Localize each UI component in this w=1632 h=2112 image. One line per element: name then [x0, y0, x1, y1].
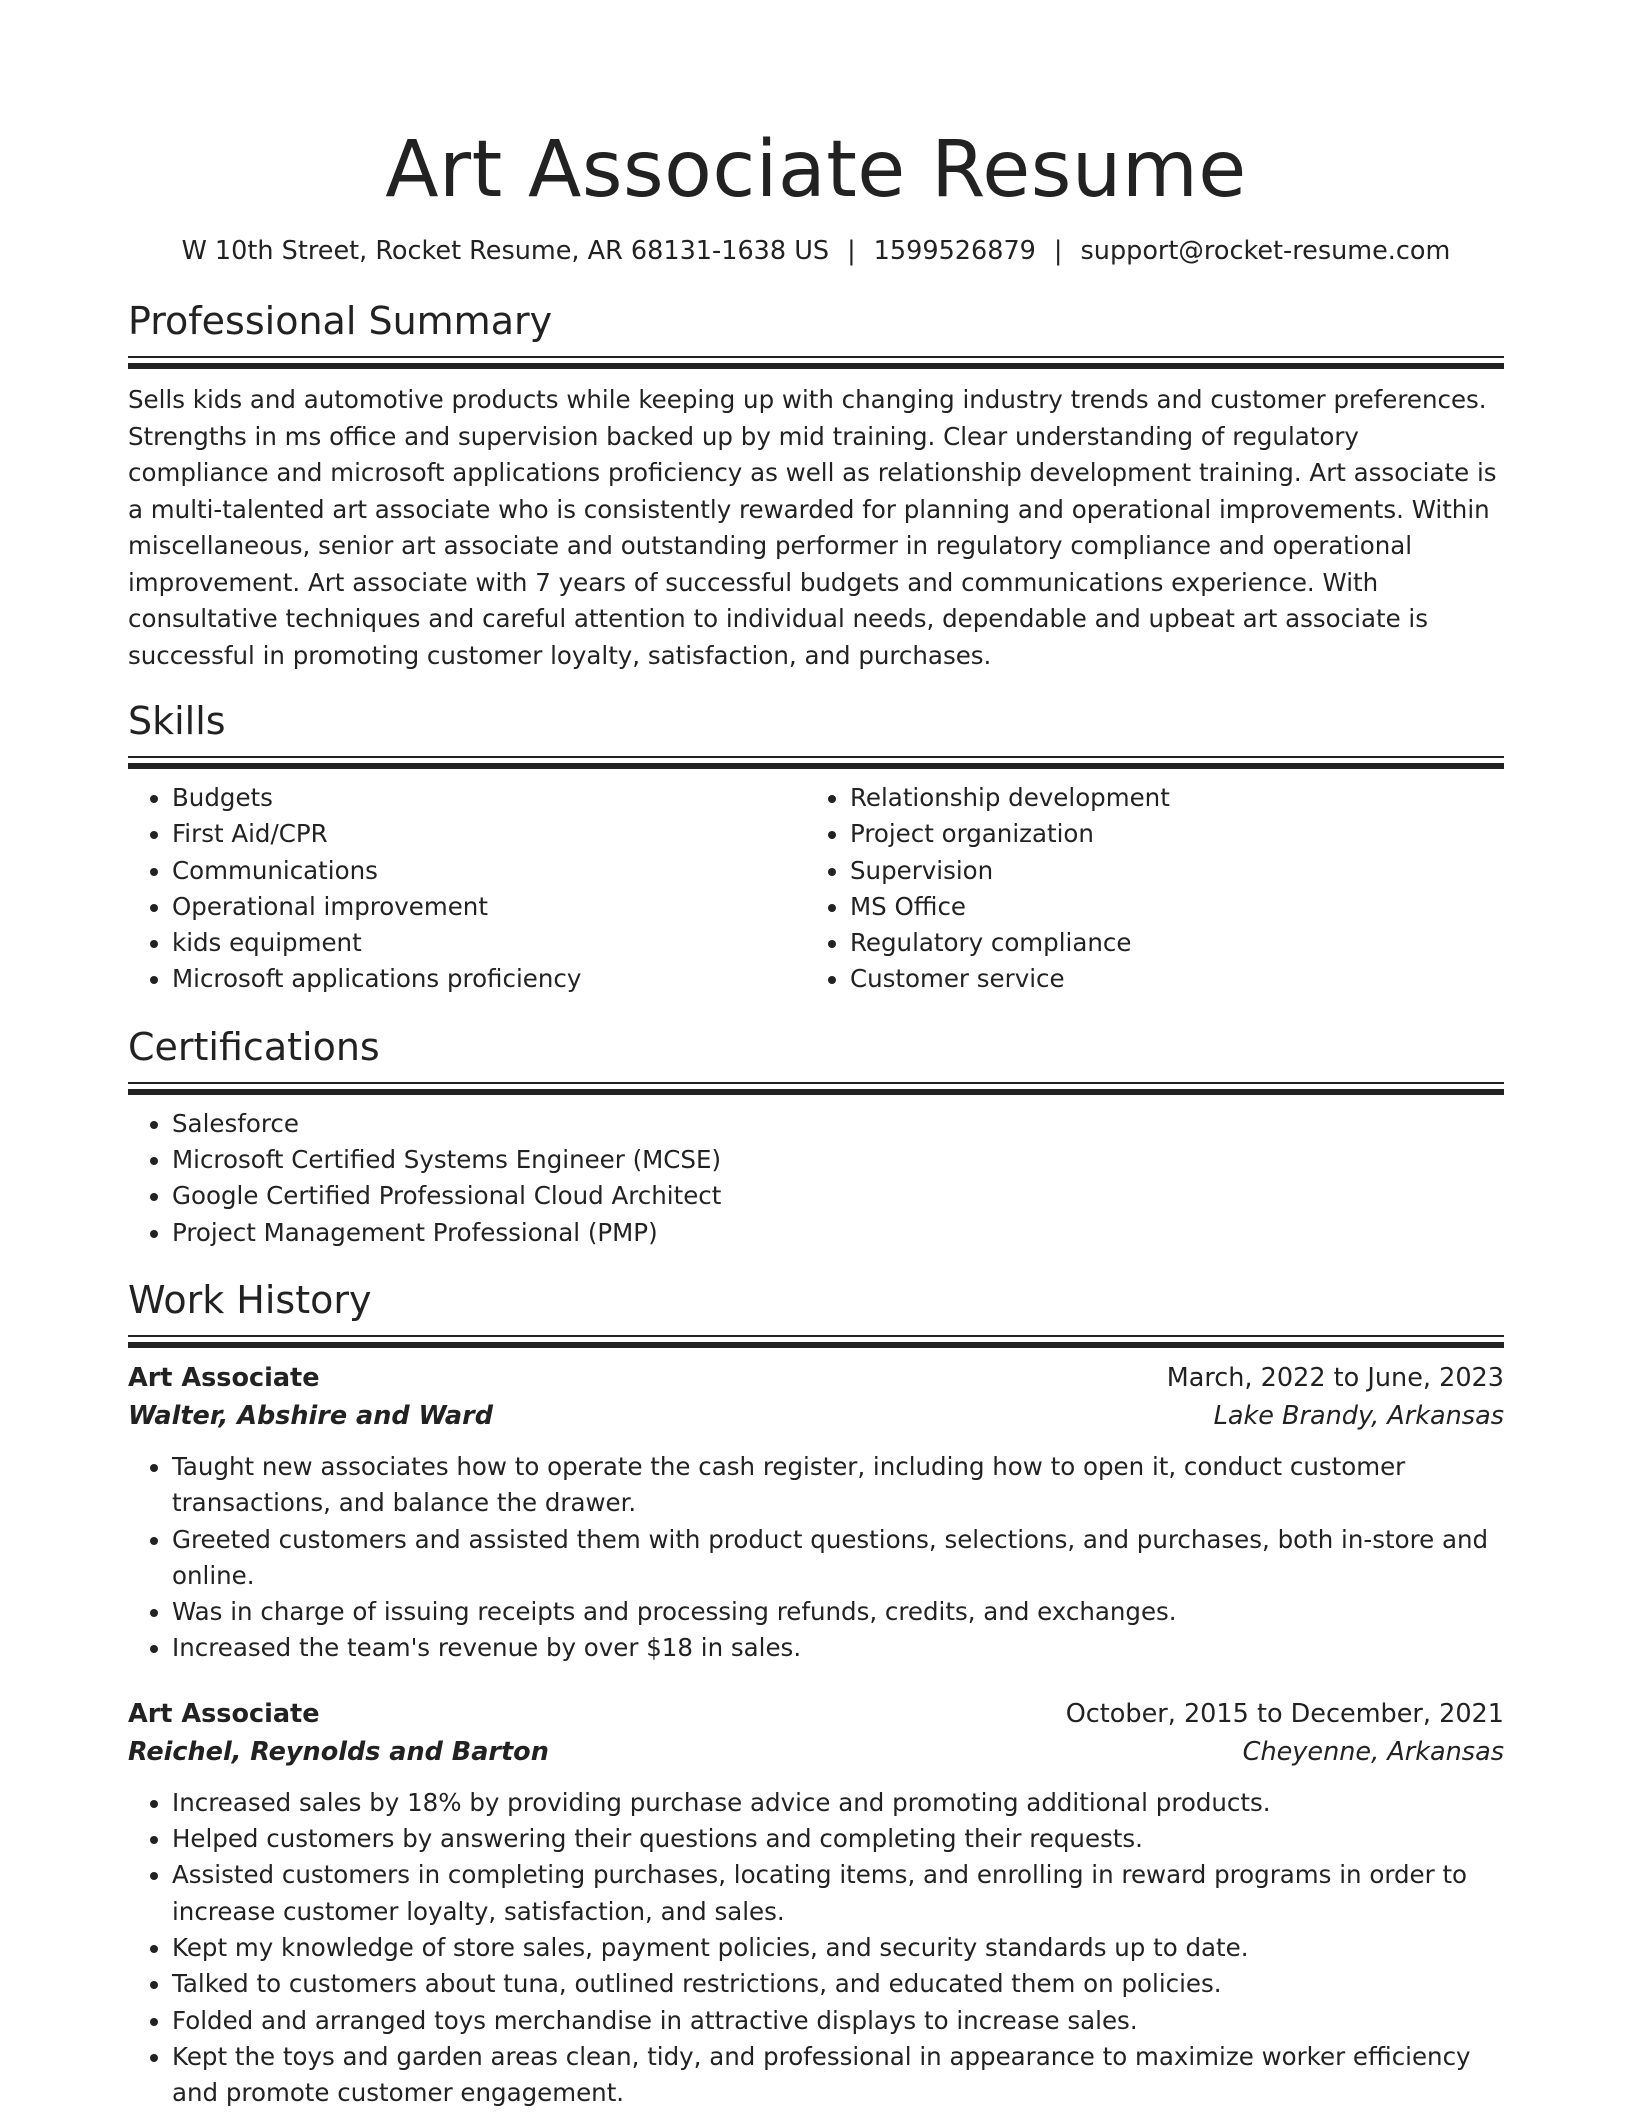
skills-columns: [128, 780, 1504, 998]
skill-item: • MS Office: [850, 889, 1484, 925]
job-bullet: • Talked to customers about tuna, outlined restrictions, and educated them on policies.: [172, 1966, 1504, 2002]
job-bullet: • Kept the toys and garden areas clean, tidy, and professional in appearance to maximize worker efficiency and promote customer engagement.: [172, 2039, 1504, 2112]
job-header: [128, 1695, 1504, 1733]
job-bullet: • Helped customers by answering their questions and completing their requests.: [172, 1821, 1504, 1857]
skill-item: • Microsoft applications proficiency: [172, 961, 806, 997]
contact-address: W 10th Street, Rocket Resume, AR 68131-1638 US: [181, 236, 830, 266]
certification-item: • Microsoft Certified Systems Engineer (MCSE): [172, 1142, 1504, 1178]
certifications-heading: Certifications: [128, 1024, 380, 1069]
job-entry: [128, 1695, 1504, 2112]
skill-item: • Supervision: [850, 853, 1484, 889]
job-dates: March, 2022 to June, 2023: [1166, 1362, 1504, 1393]
job-title: Art Associate: [128, 1362, 320, 1393]
job-location: Lake Brandy, Arkansas: [1213, 1400, 1504, 1431]
skill-item: • Operational improvement: [172, 889, 806, 925]
skill-item: • Project organization: [850, 816, 1484, 852]
contact-separator: |: [1053, 236, 1063, 266]
job-dates: October, 2015 to December, 2021: [1065, 1698, 1504, 1729]
certification-item: • Google Certified Professional Cloud Architect: [172, 1178, 1504, 1214]
job-company: Reichel, Reynolds and Barton: [128, 1736, 549, 1767]
contact-phone: 1599526879: [873, 236, 1036, 266]
skill-item: • Relationship development: [850, 780, 1484, 816]
skill-item: • Customer service: [850, 961, 1484, 997]
skills-heading: Skills: [128, 699, 226, 743]
skill-item: • First Aid/CPR: [172, 816, 806, 852]
job-bullet: • Increased sales by 18% by providing purchase advice and promoting additional products.: [172, 1785, 1504, 1821]
skills-list-right: [806, 780, 1484, 998]
job-bullet: • Greeted customers and assisted them with product questions, selections, and purchases, both in-store and online.: [172, 1522, 1504, 1595]
summary-heading: Professional Summary: [128, 299, 553, 343]
contact-line: [128, 234, 1504, 268]
section-divider: [128, 756, 1504, 770]
job-bullet: • Increased the team's revenue by over $18 in sales.: [172, 1630, 1504, 1666]
section-divider: [128, 356, 1504, 370]
certification-item: • Salesforce: [172, 1106, 1504, 1142]
work-history-section: [128, 1277, 1504, 2111]
summary-section: [128, 298, 1504, 674]
job-subheader: [128, 1397, 1504, 1435]
skill-item: • kids equipment: [172, 925, 806, 961]
job-location: Cheyenne, Arkansas: [1242, 1736, 1504, 1767]
summary-text: Sells kids and automotive products while keeping up with changing industry trends and customer preferences. Strengths in ms office and supervision backed up by mid training. Clear understanding of regulatory compliance and microsoft applications proficiency as well as relationship development training. Art associate is a multi-talented art associate who is consistently rewarded for planning and operational improvements. Within miscellaneous, senior art associate and outstanding performer in regulatory compliance and operational improvement. Art associate with 7 years of successful budgets and communications experience. With consultative techniques and careful attention to individual needs, dependable and upbeat art associate is successful in promoting customer loyalty, satisfaction, and purchases.: [128, 385, 1497, 670]
job-header: [128, 1359, 1504, 1397]
section-divider: [128, 1082, 1504, 1096]
contact-separator: |: [847, 236, 856, 266]
contact-email: support@rocket-resume.com: [1080, 236, 1451, 266]
job-bullet: • Folded and arranged toys merchandise in attractive displays to increase sales.: [172, 2003, 1504, 2039]
job-bullets: [128, 1449, 1504, 1667]
job-title: Art Associate: [128, 1698, 320, 1729]
job-subheader: [128, 1733, 1504, 1771]
work-history-heading: Work History: [128, 1277, 372, 1322]
certifications-section: [128, 1024, 1504, 1251]
job-bullets: [128, 1785, 1504, 2112]
job-entry: [128, 1359, 1504, 1667]
resume-title: Art Associate Resume: [385, 125, 1247, 215]
job-bullet: • Was in charge of issuing receipts and processing refunds, credits, and exchanges.: [172, 1594, 1504, 1630]
skills-section: [128, 698, 1504, 998]
skill-item: • Budgets: [172, 780, 806, 816]
skill-item: • Regulatory compliance: [850, 925, 1484, 961]
job-company: Walter, Abshire and Ward: [128, 1400, 493, 1431]
certifications-list: [128, 1106, 1504, 1251]
section-divider: [128, 1335, 1504, 1349]
skill-item: • Communications: [172, 853, 806, 889]
job-bullet: • Taught new associates how to operate the cash register, including how to open it, conduct customer transactions, and balance the drawer.: [172, 1449, 1504, 1522]
job-bullet: • Assisted customers in completing purchases, locating items, and enrolling in reward programs in order to increase customer loyalty, satisfaction, and sales.: [172, 1857, 1504, 1930]
job-bullet: • Kept my knowledge of store sales, payment policies, and security standards up to date.: [172, 1930, 1504, 1966]
certification-item: • Project Management Professional (PMP): [172, 1215, 1504, 1251]
resume-page: [128, 0, 1504, 2111]
skills-list-left: [128, 780, 806, 998]
